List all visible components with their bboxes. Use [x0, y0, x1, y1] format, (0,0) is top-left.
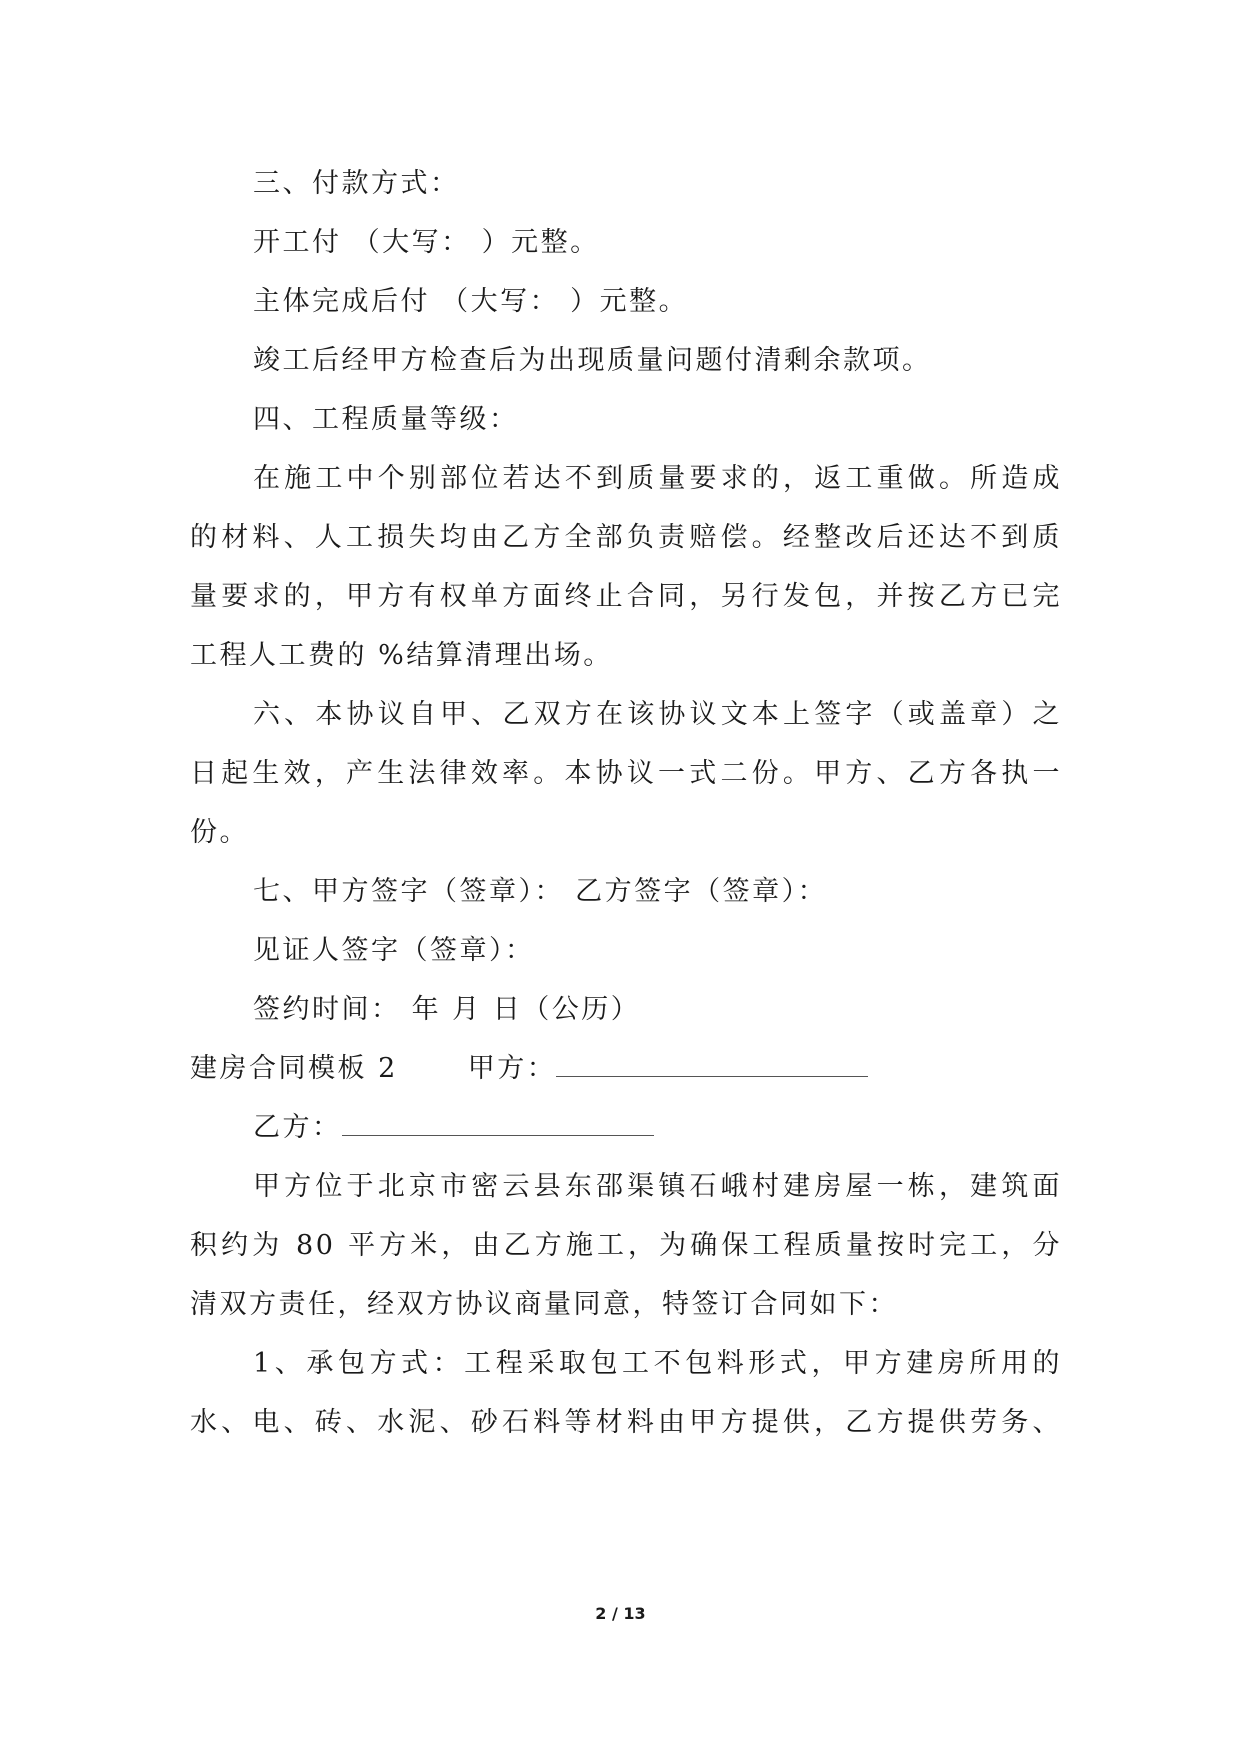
section-quality-heading: 四、工程质量等级： [253, 404, 519, 435]
intro-paragraph-line-1: 甲方位于北京市密云县东邵渠镇石峨村建房屋一栋，建筑面 [253, 1171, 1062, 1202]
section-payment-heading: 三、付款方式： [253, 168, 460, 199]
quality-paragraph-line-2: 的材料、人工损失均由乙方全部负责赔偿。经整改后还达不到质 [190, 522, 1062, 553]
template-2-header [190, 1051, 868, 1087]
payment-start-line: 开工付 （大写： ）元整。 [253, 227, 600, 258]
party-b-line [253, 1110, 654, 1146]
party-b-blank [342, 1111, 654, 1136]
payment-main-structure-line: 主体完成后付 （大写： ）元整。 [253, 286, 689, 317]
page-number: 2 / 13 [595, 1604, 646, 1623]
effect-paragraph-line-3: 份。 [190, 817, 249, 848]
signature-line: 七、甲方签字（签章）： 乙方签字（签章）： [253, 876, 828, 907]
template-title: 建房合同模板 2 [190, 1053, 398, 1084]
intro-paragraph-line-2: 积约为 80 平方米，由乙方施工，为确保工程质量按时完工，分 [190, 1230, 1062, 1261]
quality-paragraph-line-3: 量要求的，甲方有权单方面终止合同，另行发包，并按乙方已完 [190, 581, 1062, 612]
intro-paragraph-line-3: 清双方责任，经双方协议商量同意，特签订合同如下： [190, 1289, 898, 1320]
effect-paragraph-line-1: 六、本协议自甲、乙双方在该协议文本上签字（或盖章）之 [253, 699, 1062, 730]
contract-method-line-2: 水、电、砖、水泥、砂石料等材料由甲方提供，乙方提供劳务、 [190, 1407, 1062, 1438]
quality-paragraph-line-4: 工程人工费的 %结算清理出场。 [190, 640, 613, 671]
party-a-blank [556, 1052, 868, 1077]
party-a-label: 甲方： [467, 1053, 557, 1084]
effect-paragraph-line-2: 日起生效，产生法律效率。本协议一式二份。甲方、乙方各执一 [190, 758, 1062, 789]
signing-date-line: 签约时间： 年 月 日（公历） [253, 994, 641, 1025]
party-b-label: 乙方： [253, 1112, 342, 1143]
contract-method-line-1: 1、承包方式：工程采取包工不包料形式，甲方建房所用的 [253, 1348, 1062, 1379]
quality-paragraph-line-1: 在施工中个别部位若达不到质量要求的，返工重做。所造成 [253, 463, 1062, 494]
witness-signature-line: 见证人签字（签章）： [253, 935, 535, 966]
payment-final-line: 竣工后经甲方检查后为出现质量问题付清剩余款项。 [253, 345, 932, 376]
